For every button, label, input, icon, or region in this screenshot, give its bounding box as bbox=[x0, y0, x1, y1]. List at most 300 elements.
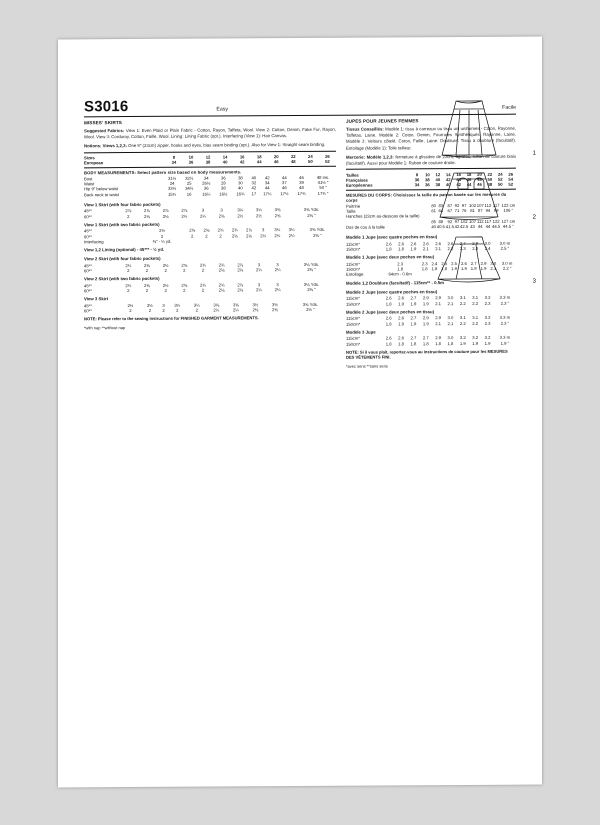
row-value: 2.3 bbox=[484, 300, 491, 306]
row-value: 99 bbox=[493, 207, 499, 213]
row-value: 24 bbox=[169, 180, 175, 186]
row-value: 18 bbox=[256, 154, 262, 160]
row-value: 2⅞ bbox=[162, 208, 169, 214]
row-value: 38 bbox=[205, 159, 211, 165]
row-value: 2¾ bbox=[218, 282, 225, 288]
row-label: Taille bbox=[346, 208, 356, 214]
row-value: 3 bbox=[162, 302, 165, 308]
row-value: 2.7 bbox=[410, 335, 417, 341]
row-label: Bust bbox=[84, 175, 93, 181]
row-value: 2.2 bbox=[459, 300, 466, 306]
view3-table bbox=[84, 301, 336, 313]
row-value: 92 bbox=[454, 202, 460, 208]
row-value: 83 bbox=[438, 202, 444, 208]
row-value: 67 bbox=[447, 208, 453, 214]
modele3-title: Modèle 3 Jupe bbox=[346, 329, 376, 335]
row-value: 12 bbox=[205, 154, 211, 160]
row-value: 3⅜ bbox=[213, 302, 220, 308]
modele3-table bbox=[346, 335, 516, 347]
row-value: 92 bbox=[447, 218, 453, 224]
row-value: 2 bbox=[127, 268, 130, 274]
row-value: 2 bbox=[201, 287, 205, 293]
row-value: 2.6 bbox=[435, 240, 442, 246]
row-value: 2.6 bbox=[385, 295, 392, 301]
row-value: 1.8 bbox=[398, 246, 404, 252]
row-value: 2⅛ bbox=[218, 267, 225, 273]
row-value: 40 bbox=[445, 182, 451, 188]
row-value: 2 bbox=[162, 307, 165, 313]
row-value: 1.9 bbox=[410, 320, 417, 326]
row-value: 8 bbox=[415, 171, 419, 177]
row-value: 87 bbox=[477, 207, 483, 213]
row-value: 2⅛ bbox=[144, 213, 150, 219]
row-value: 81 bbox=[470, 207, 475, 213]
row-label: 115cm* bbox=[346, 261, 360, 267]
row-value: 34 bbox=[171, 159, 177, 166]
row-value: 1.8 bbox=[431, 266, 438, 272]
row-value: 2.9 bbox=[422, 315, 429, 321]
row-value: 14 bbox=[222, 154, 228, 160]
row-value: 2.4 bbox=[431, 260, 438, 266]
row-value: 2.7 bbox=[410, 315, 417, 321]
row-value: 44 bbox=[256, 159, 262, 165]
row-value: 3 bbox=[201, 207, 205, 213]
figure-view3 bbox=[432, 233, 536, 292]
row-value: 20 bbox=[477, 171, 482, 177]
row-value: 44 bbox=[456, 176, 461, 182]
row-value: 2 bbox=[183, 287, 186, 293]
row-value: 3.0 bbox=[447, 335, 454, 341]
row-value: 1.9 bbox=[422, 300, 429, 306]
row-value: 94 bbox=[485, 207, 491, 213]
row-value: 2.6 bbox=[385, 315, 392, 321]
row-value: 16 bbox=[456, 171, 461, 177]
row-value: 3¼ bbox=[274, 227, 281, 233]
row-value: 44 bbox=[477, 224, 483, 230]
row-value: 3 bbox=[276, 281, 279, 287]
table-row bbox=[84, 159, 336, 166]
row-value: 2¾ bbox=[231, 227, 238, 233]
row-value: 52 bbox=[508, 181, 514, 187]
row-value: 2⅜ bbox=[144, 282, 150, 288]
row-label: Back-neck to waist bbox=[84, 191, 119, 198]
row-label: 60** bbox=[84, 288, 92, 294]
english-column bbox=[84, 119, 336, 370]
row-value: 61 bbox=[431, 208, 437, 214]
row-value: 2⅜ " bbox=[307, 267, 316, 273]
row-value: 52 bbox=[325, 159, 330, 165]
row-value: 32 bbox=[251, 180, 257, 186]
row-value: 46 bbox=[273, 159, 279, 165]
row-value: 3.0 bbox=[490, 260, 497, 266]
row-value: 50 bbox=[497, 182, 503, 188]
row-value: 3⅜ Yds. bbox=[309, 227, 325, 233]
row-value: 64 bbox=[438, 208, 444, 214]
row-value: 3.2 bbox=[484, 295, 491, 301]
row-value: 2.5 bbox=[451, 260, 457, 266]
row-value: 2.9 bbox=[435, 335, 442, 341]
row-value: 2.1 bbox=[447, 320, 454, 326]
row-value: 2⅝ bbox=[203, 227, 210, 233]
row-value: 10 bbox=[188, 154, 194, 160]
row-value: 16 bbox=[186, 191, 192, 197]
row-label: Tailles bbox=[346, 172, 359, 178]
row-value: 1.9 bbox=[398, 320, 404, 326]
row-value: 2⅞ bbox=[125, 208, 132, 214]
row-value: 3.0 bbox=[447, 295, 454, 301]
row-value: 2⅝ bbox=[181, 282, 188, 288]
row-label: 60** bbox=[84, 213, 92, 220]
row-label: 60** bbox=[84, 233, 92, 239]
row-label: Waist bbox=[84, 181, 95, 187]
row-label: Françaises bbox=[346, 177, 368, 183]
row-value: 22 bbox=[290, 153, 296, 159]
row-value: 102 bbox=[469, 202, 477, 208]
row-value: 2⅜ bbox=[144, 262, 150, 268]
row-value: 3 bbox=[261, 227, 265, 233]
row-value: 2 bbox=[129, 308, 132, 314]
row-value: 2¼ bbox=[125, 262, 132, 268]
row-value: 3⅛ Yds. bbox=[303, 281, 320, 287]
row-value: 42 bbox=[239, 159, 245, 165]
row-value: 17 bbox=[251, 190, 257, 197]
row-value: 2.1 bbox=[435, 320, 442, 326]
row-value: 26 bbox=[508, 171, 514, 177]
row-value: 2 bbox=[127, 288, 130, 294]
row-value: 2¾ bbox=[217, 227, 224, 233]
body-measurements-table bbox=[84, 174, 336, 197]
row-label: 115cm* bbox=[346, 335, 360, 341]
row-value: 3.0 m bbox=[501, 260, 513, 266]
row-value: 1.8 bbox=[421, 266, 428, 272]
row-value: 2.6 bbox=[398, 295, 404, 301]
row-value: 2½ bbox=[255, 212, 262, 218]
row-value: 2¾ bbox=[200, 282, 206, 288]
row-value: 1.9 bbox=[398, 300, 404, 307]
table-row bbox=[84, 307, 336, 314]
row-label: Poitrine bbox=[346, 203, 361, 209]
row-value: 1.8 bbox=[397, 266, 404, 272]
row-value: 2¼ bbox=[200, 213, 206, 219]
tissus-title: Tissus Conseillés: bbox=[346, 126, 386, 132]
row-value: 37 bbox=[282, 180, 287, 186]
row-value: 2 bbox=[219, 233, 222, 239]
row-value: 50 " bbox=[319, 185, 327, 191]
row-value: 42 bbox=[264, 174, 270, 180]
row-value: 46 bbox=[299, 174, 304, 180]
row-value: 2.4 bbox=[484, 245, 491, 251]
row-value: 2⅞ bbox=[237, 282, 244, 288]
row-value: 3½ bbox=[252, 302, 259, 308]
row-value: 2.6 bbox=[460, 260, 467, 266]
row-value: 3.2 bbox=[484, 335, 491, 341]
row-value: 16 bbox=[239, 154, 245, 160]
row-value: 50 bbox=[308, 159, 313, 165]
figure-view1 bbox=[432, 97, 536, 164]
view1-two-pockets-table bbox=[84, 227, 336, 245]
row-value: 2½ bbox=[146, 302, 153, 308]
row-value: 44 bbox=[466, 182, 472, 188]
row-value: 3¼ bbox=[255, 207, 262, 213]
row-value: 2⅜ " bbox=[307, 287, 316, 293]
row-value: 2 bbox=[176, 307, 179, 313]
row-value: 52 bbox=[497, 176, 503, 182]
row-value: 48 bbox=[487, 182, 493, 188]
row-value: 2.6 bbox=[410, 241, 417, 247]
row-label: 45** bbox=[84, 228, 92, 234]
row-value: 2.6 bbox=[385, 335, 392, 341]
row-value: 2.2 bbox=[472, 300, 479, 306]
modele1-quatre-poches-title: Modèle 1 Jupe (avec quatre poches en tissu) bbox=[346, 234, 438, 241]
row-value: 3¼ bbox=[193, 302, 200, 308]
row-value: 36 bbox=[188, 159, 194, 165]
row-value: 2 bbox=[148, 308, 152, 314]
row-value: 122 cm bbox=[501, 202, 516, 208]
row-value: 2⅝ bbox=[189, 227, 196, 233]
row-value: 2.2 bbox=[472, 320, 479, 326]
row-label: 60** bbox=[84, 268, 92, 274]
row-value: 3.0 bbox=[447, 315, 454, 321]
row-value: 32½ bbox=[185, 175, 194, 181]
row-value: 2 bbox=[164, 288, 167, 294]
row-value: 40 bbox=[435, 177, 441, 183]
row-value: 2¼ bbox=[274, 287, 281, 293]
row-value: 24 bbox=[497, 171, 503, 177]
row-label: 45** bbox=[84, 283, 92, 289]
row-value: 2.2 bbox=[447, 246, 454, 252]
row-value: 40 bbox=[222, 159, 228, 165]
row-value: 1.8 bbox=[410, 340, 417, 346]
row-value: 42 bbox=[454, 224, 460, 230]
row-value: 17½ bbox=[280, 190, 289, 196]
row-value: 43 bbox=[470, 224, 475, 230]
row-label: 115cm* bbox=[346, 241, 360, 247]
row-value: 2⅝ bbox=[274, 212, 281, 218]
view2-four-pockets-title: View 2 Skirt (with four fabric pockets) bbox=[84, 256, 161, 262]
row-value: 2¼ bbox=[260, 232, 267, 238]
row-label: 150cm* bbox=[346, 341, 361, 347]
row-value: 2¾ bbox=[218, 262, 225, 268]
suggested-fabrics-body: View 1: Even Plaid or Plain Fabric - Cotton, Rayon, Taffeta, Wool. View 2: Cotton, Denim, Fake Fur, Rayon, Wool. View 3: Corduroy, Cotton, Faille, Wool. Lining: Lining Fabric (opt.). Interfacing (View 1): Hair Canvas. bbox=[84, 126, 336, 140]
row-value: 12 bbox=[435, 171, 441, 177]
row-value: 38 bbox=[425, 177, 430, 183]
row-value: 33½ bbox=[167, 186, 177, 192]
row-value: 1.8 bbox=[441, 266, 448, 272]
row-value: 2⅝ " bbox=[307, 212, 316, 218]
row-value: 3¼ bbox=[288, 227, 295, 233]
row-value: 16½ bbox=[219, 191, 228, 197]
difficulty-label-fr: Facile bbox=[502, 104, 516, 111]
row-value: 2¼ bbox=[274, 267, 281, 273]
notions-body: One 9" (23cm) zipper, hooks and eyes, bias seam binding (opt.). Also for View 1: Straight seam binding. bbox=[128, 142, 326, 149]
row-value: 2.7 bbox=[459, 240, 466, 246]
row-value: 1.9 bbox=[410, 300, 417, 306]
mesures-corps-title: MESURES DU CORPS: Choisissez la taille du patron basée sur les mesures du corps bbox=[346, 192, 507, 204]
row-value: 46 bbox=[466, 176, 472, 182]
row-value: 26½ bbox=[202, 180, 211, 186]
mesures-vetements-note: NOTE: Si il vous plaît, reportez-vous au instructions de couture pour les MESURES DES VÊTEMENTS FINI. bbox=[346, 348, 508, 360]
row-value: 10 bbox=[425, 171, 430, 177]
row-value: 2¼ bbox=[125, 282, 132, 288]
row-label: Entoilage bbox=[346, 272, 364, 278]
row-value: 1.8 bbox=[398, 340, 404, 346]
row-value: 41½ " bbox=[317, 179, 329, 185]
finished-measurements-note: NOTE: Please refer to the sewing instructions for FINISHED GARMENT MEASUREMENTS. bbox=[84, 315, 259, 322]
row-value: 2.6 bbox=[385, 241, 392, 247]
figure-number-3: 3 bbox=[532, 278, 536, 285]
row-value: 2.9 bbox=[435, 295, 442, 301]
row-value: 127 cm bbox=[501, 218, 516, 224]
row-value: 2¼ bbox=[255, 287, 262, 293]
row-value: 2.6 bbox=[398, 315, 404, 321]
row-value: 107 bbox=[476, 202, 484, 208]
row-value: 3.2 bbox=[484, 315, 491, 321]
row-value: 26 bbox=[325, 153, 330, 159]
row-value: 2¼ bbox=[213, 307, 220, 313]
row-value: 2.9 bbox=[435, 315, 442, 321]
row-value: 38 bbox=[220, 185, 226, 191]
difficulty-label-en: Easy bbox=[216, 106, 228, 113]
row-value: 2⅛ bbox=[162, 213, 169, 219]
row-label: Hanches (23cm au-dessous de la taille) bbox=[346, 213, 420, 220]
row-value: 76 bbox=[461, 207, 467, 214]
row-value: 2¼ bbox=[181, 213, 188, 219]
row-value: 2 bbox=[127, 213, 130, 219]
row-value: 3 bbox=[276, 261, 279, 267]
row-value: 3.0 m bbox=[499, 240, 511, 246]
row-value: 46 bbox=[477, 182, 482, 188]
figure-number-2: 2 bbox=[532, 214, 536, 221]
row-value: 1.9 bbox=[470, 265, 477, 272]
row-value: 2⅛ bbox=[231, 233, 238, 239]
row-value: 2.6 bbox=[447, 240, 454, 246]
row-value: 2.6 bbox=[398, 241, 404, 247]
row-value: 2.1 bbox=[490, 265, 497, 271]
row-value: 2.3 " bbox=[500, 320, 510, 326]
row-value: 2.9 bbox=[422, 295, 429, 301]
row-value: 2.6 bbox=[398, 335, 404, 341]
notions bbox=[84, 142, 336, 150]
row-label: Interfacing bbox=[84, 239, 104, 245]
row-value: 2.7 bbox=[470, 260, 477, 266]
row-value: 46 bbox=[282, 185, 287, 191]
row-value: 117 bbox=[492, 202, 500, 208]
row-value: 2.5 " bbox=[500, 245, 510, 251]
row-value: 1.9 bbox=[422, 320, 429, 326]
row-value: 2⅛ bbox=[237, 267, 244, 273]
sizes-table bbox=[84, 153, 336, 165]
row-label: 60** bbox=[84, 308, 92, 314]
row-label: Dos de cou à la taille bbox=[346, 224, 385, 230]
row-value: 2 bbox=[191, 233, 194, 239]
nap-footnote-fr: *avec sens **sans sens bbox=[346, 363, 388, 369]
row-value: 34 bbox=[264, 180, 270, 186]
row-value: 2 bbox=[160, 233, 164, 239]
row-value: 64cm - 0.6m bbox=[388, 271, 412, 277]
row-value: 2.9 bbox=[480, 260, 487, 266]
row-label: 150cm* bbox=[346, 321, 361, 327]
row-label: 45** bbox=[84, 208, 92, 214]
notions-title: Notions: Views 1,2,3: bbox=[84, 143, 129, 149]
pattern-envelope-page bbox=[58, 37, 542, 788]
row-value: 3⅜ bbox=[232, 302, 239, 308]
view2-two-pockets-title: View 2 Skirt (with two fabric pockets) bbox=[84, 276, 160, 282]
row-value: 2.5 bbox=[441, 260, 448, 266]
row-value: 2 bbox=[205, 233, 208, 239]
figure-column bbox=[432, 97, 536, 301]
modele12-doublure-title: Modèle 1,2 Doublure (facultatif) - 115cm** - 0.5m bbox=[346, 279, 444, 286]
row-value: ⅜" - ¼ yd. bbox=[152, 238, 172, 244]
row-label: 45** bbox=[84, 303, 92, 309]
row-value: 2⅛ bbox=[218, 287, 225, 293]
row-value: 38 bbox=[435, 182, 441, 188]
row-value: 3¼ bbox=[237, 207, 244, 213]
row-label: Européennes bbox=[346, 182, 373, 188]
row-value: 1.9 bbox=[459, 340, 466, 346]
row-value: 40 bbox=[431, 224, 437, 230]
row-value: 3 bbox=[257, 282, 261, 288]
row-value: 1.8 bbox=[385, 341, 392, 347]
row-value: 44.5 " bbox=[502, 223, 514, 229]
row-label: 150cm* bbox=[346, 301, 361, 307]
row-value: 36 bbox=[425, 182, 430, 188]
row-value: 2.1 bbox=[435, 246, 442, 252]
row-value: 88 bbox=[438, 218, 444, 224]
row-value: 3.2 bbox=[459, 335, 466, 341]
row-value: 2 bbox=[145, 288, 149, 294]
row-value: 1.9 bbox=[484, 340, 491, 346]
modele1-deux-poches-title: Modèle 1 Jupe (avec deux poches en tissu) bbox=[346, 254, 435, 261]
row-value: 1.8 bbox=[385, 321, 392, 327]
row-value: 40 bbox=[238, 185, 243, 191]
row-value: 34 bbox=[414, 182, 420, 188]
row-value: 1.8 bbox=[447, 340, 454, 346]
row-value: 3.3 m bbox=[499, 334, 511, 340]
row-value: 102 bbox=[460, 218, 468, 224]
row-value: 2⅞ bbox=[181, 208, 188, 214]
row-value: 36 bbox=[220, 175, 226, 181]
row-value: 3 bbox=[257, 262, 261, 268]
row-value: 2.1 bbox=[447, 300, 454, 306]
row-value: 44 bbox=[264, 185, 270, 191]
row-value: 54 bbox=[508, 176, 514, 182]
row-value: 42 bbox=[445, 176, 451, 182]
row-value: 48 bbox=[477, 176, 482, 182]
row-value: 2½ bbox=[162, 282, 169, 288]
tissus-body: Modèle 1: tissu à carreaux ou tissu uni uniformes - Coton, Rayonne, Taffetas, Laine. Modèle 2: Coton, Denim, Fourrures Synthétiques, Rayonne, Laine. Modèle 3: Velours côtelé, Coton, Faille, Laine. Doublure: Tissu à doublure (facultatif). Entoilage (Modèle 1): Toile tailleur. bbox=[346, 125, 516, 151]
row-value: 2½ bbox=[159, 228, 165, 234]
row-value: 2⅜ bbox=[252, 307, 259, 313]
view1-two-pockets-title: View 1 Skirt (with two fabric pockets) bbox=[84, 221, 160, 228]
row-value: 2⅞ bbox=[246, 227, 252, 233]
row-value: 2⅛ bbox=[246, 232, 252, 238]
view12-lining-title: View 1,2 Lining (optional) - 45*** - ½ yd. bbox=[84, 247, 165, 253]
row-value: 2½ bbox=[162, 262, 169, 268]
row-value: 48 bbox=[299, 185, 304, 191]
view3-title: View 3 Skirt bbox=[84, 296, 109, 302]
row-value: 2.7 bbox=[410, 295, 417, 301]
row-value: 3.1 bbox=[459, 295, 466, 301]
row-value: 20 bbox=[273, 153, 279, 160]
row-value: 2½ bbox=[127, 302, 134, 308]
row-value: 80 bbox=[431, 202, 437, 208]
row-value: 2¼ bbox=[288, 232, 295, 238]
row-value: 50 bbox=[487, 176, 493, 182]
row-value: 97 bbox=[461, 202, 467, 208]
row-value: 17¾ " bbox=[317, 190, 329, 196]
row-value: 2⅜ " bbox=[313, 232, 322, 238]
suggested-fabrics-title: Suggested Fabrics: bbox=[84, 128, 126, 134]
